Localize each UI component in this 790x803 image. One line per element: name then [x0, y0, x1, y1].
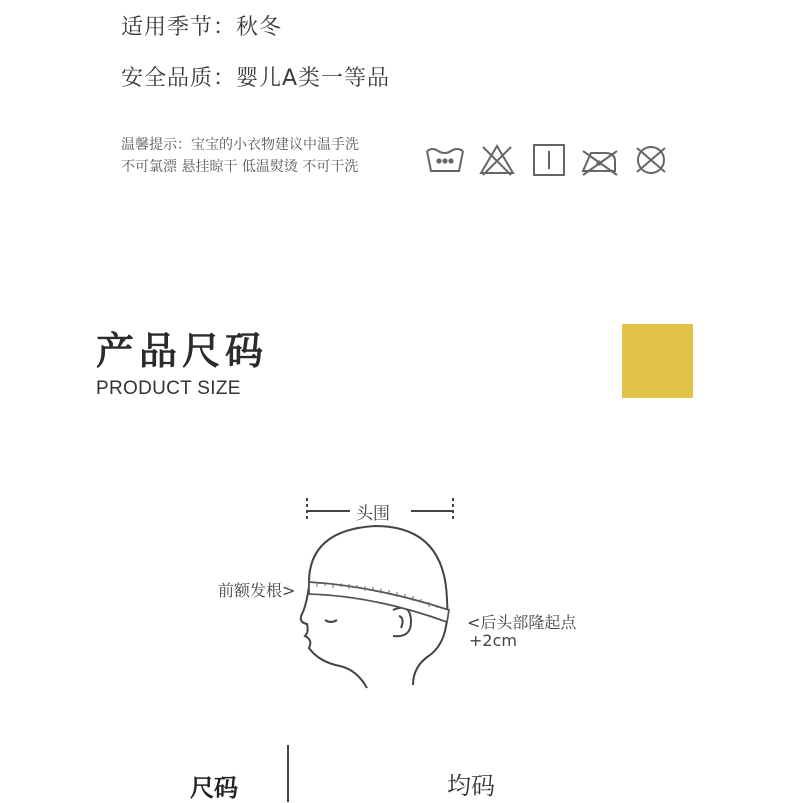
care-tip-line-2: 不可氯漂 悬挂晾干 低温熨烫 不可干洗 [121, 159, 359, 175]
hang-dry-icon [529, 143, 569, 177]
safety-spec: 安全品质：婴儿A类一等品 [121, 66, 391, 91]
head-circumference-label: 头围 [356, 504, 390, 524]
measuring-tape [309, 582, 449, 622]
size-value: 均码 [447, 772, 495, 800]
forehead-label: 前额发根> [218, 581, 296, 600]
wash-warm-icon [425, 143, 465, 177]
back-of-head-label: <后头部隆起点 [467, 613, 577, 632]
care-tip-line-1: 温馨提示：宝宝的小衣物建议中温手洗 [121, 137, 359, 153]
back-offset-label: +2cm [469, 631, 517, 650]
section-subtitle: PRODUCT SIZE [96, 378, 241, 399]
size-table-divider [287, 745, 289, 802]
section-title: 产品尺码 [96, 329, 269, 373]
season-spec: 适用季节：秋冬 [121, 15, 283, 40]
care-tips [121, 134, 359, 178]
no-dry-clean-icon [631, 143, 671, 177]
low-iron-icon [579, 143, 619, 177]
accent-block [622, 324, 693, 398]
size-header: 尺码 [190, 774, 238, 802]
no-bleach-icon [477, 143, 517, 177]
